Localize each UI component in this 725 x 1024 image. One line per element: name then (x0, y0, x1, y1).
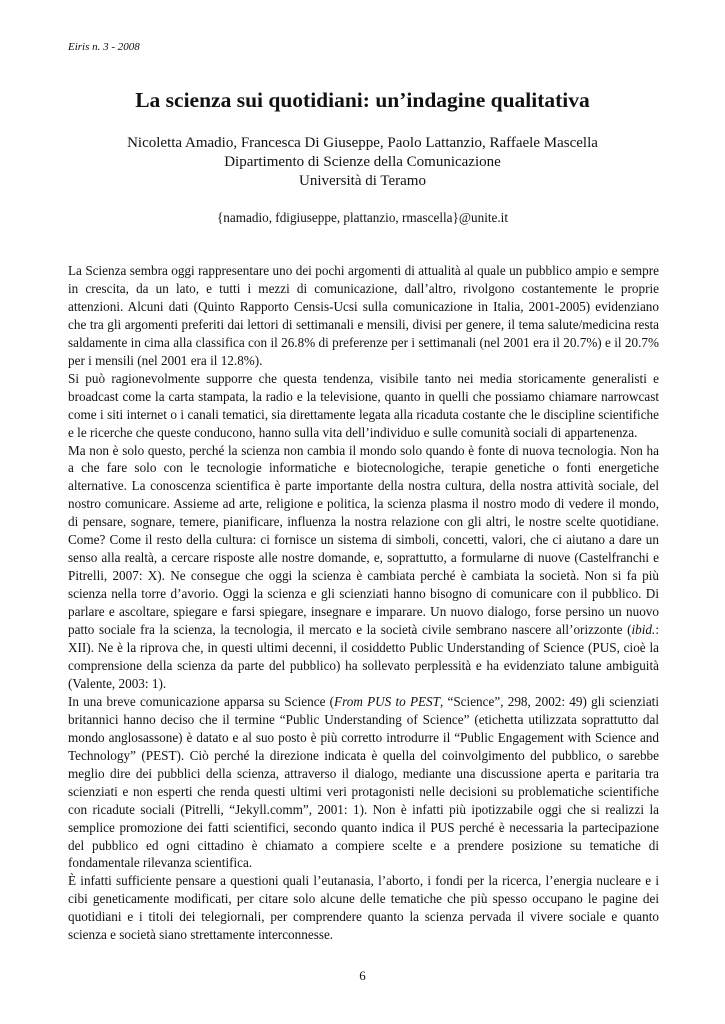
paragraph-1: La Scienza sembra oggi rappresentare uno dei pochi argomenti di attualità al quale un pubblico ampio e sempre in crescita, da un lato, e tutti i mezzi di comunicazione, dall’altro, rivolgono costantemente le proprie attenzioni. Alcuni dati (Quinto Rapporto Censis-Ucsi sulla comunicazione in Italia, 2001-2005) evidenziano che tra gli argomenti preferiti dai lettori di settimanali e mensili, divisi per genere, il tema salute/medicina resta saldamente in cima alla classifica con il 26.8% di preferenze per i settimanali (nel 2001 era il 20.7%) e il 20.7% per i mensili (nel 2001 era il 12.8%). (68, 263, 659, 368)
paragraph-4 (68, 693, 659, 873)
paper-title: La scienza sui quotidiani: un’indagine qualitativa (135, 88, 590, 112)
running-head: Eiris n. 3 - 2008 (68, 41, 140, 53)
paragraph-4-text-a: In una breve comunicazione apparsa su Science ( (68, 693, 335, 709)
paragraph-3 (68, 442, 659, 693)
article-body (68, 262, 659, 944)
paragraph-3-text-a: Ma non è solo questo, perché la scienza non cambia il mondo solo quando è fonte di nuova tecnologia. Non ha a che fare solo con le tecnologie informatiche e biotecnologiche, terapie genetiche o fonti energetiche alternative. La conoscenza scientifica è parte importante della nostra cultura, della nostra attività sociale, del nostro comunicare. Assieme ad arte, religione e politica, la scienza plasma il nostro modo di vedere il mondo, di pensare, sognare, temere, pianificare, influenza la nostra relazione con gli altri, le nostre scelte quotidiane. Come? Come il resto della cultura: ci fornisce un sistema di simboli, concetti, valori, che ci aiutano a dare un senso alla realtà, a cercare risposte alle nostre domande, e, soprattutto, a formularne di nuove (Castelfranchi e Pitrelli, 2007: X). Ne consegue che oggi la scienza è cambiata perché è cambiata la società. Non si fa più scienza nella torre d’avorio. Oggi la scienza e gli scienziati hanno bisogno di comunicare con il pubblico. Di parlare e ascoltare, spiegare e farsi spiegare, insegnare e imparare. Un nuovo dialogo, forse persino un nuovo patto sociale fra la scienza, la tecnologia, il mercato e la società civile sembrano nascere all’orizzonte ( (68, 442, 659, 638)
pest-article-title: From PUS to PEST (334, 693, 440, 709)
paragraph-3-text-b: : XII). Ne è la riprova che, in questi ultimi decenni, il cosiddetto Public Understanding of Science (PUS, cioè la comprensione della scienza da parte del pubblico) ha sollevato perplessità e ha evidenziato talune ambiguità (Valente, 2003: 1). (68, 622, 659, 691)
ibid-citation: ibid. (631, 622, 656, 638)
author-names: Nicoletta Amadio, Francesca Di Giuseppe, Paolo Lattanzio, Raffaele Mascella (127, 135, 598, 151)
department-name: Dipartimento di Scienze della Comunicazione (224, 154, 501, 170)
paragraph-5: È infatti sufficiente pensare a questioni quali l’eutanasia, l’aborto, i fondi per la ricerca, l’energia nucleare e i cibi geneticamente modificati, per citare solo alcune delle tematiche che più spesso occupano le pagine dei quotidiani e i titoli dei telegiornali, per comprendere quanto la scienza pervada il vivere sociale e quanto scienza e società siano strettamente interconnesse. (68, 873, 659, 943)
paragraph-4-text-b: , “Science”, 298, 2002: 49) gli scienziati britannici hanno deciso che il termine “Public Understanding of Science” (etichetta utilizzata soprattutto dal mondo anglosassone) è datato e al suo posto è più corretto introdurre il “Public Engagement with Science and Technology” (PEST). Ciò perché la direzione indicata è quella del coinvolgimento del pubblico, o sarebbe meglio dire dei pubblici della scienza, attraverso il dialogo, mediante una discussione aperta e paritaria tra scienziati e non esperti che renda questi ultimi veri protagonisti nelle decisioni su problematiche scientifiche con ricadute sociali (Pitrelli, “Jekyll.comm”, 2001: 1). Non è infatti più ipotizzabile oggi che si realizzi la semplice promozione dei fatti scientifici, secondo quanto indica il PUS perché è necessaria la partecipazione del pubblico ed ogni cittadino è chiamato a compiere scelte e a prendere posizione su tematiche di fondamentale rilevanza scientifica. (68, 693, 659, 871)
author-emails: {namadio, fdigiuseppe, plattanzio, rmascella}@unite.it (216, 210, 509, 225)
paragraph-2: Si può ragionevolmente supporre che questa tendenza, visibile tanto nei media storicamente generalisti e broadcast come la carta stampata, la radio e la televisione, quanto in quelli che possiamo chiamare narrowcast come i siti internet o i canali tematici, sia direttamente legata alla ricaduta costante che le discipline scientifiche e le ricerche che queste conducono, hanno sulla vita dell’individuo e sulle comunità sociali di appartenenza. (68, 370, 659, 440)
author-block (0, 134, 725, 191)
page-number: 6 (359, 968, 366, 983)
university-name: Università di Teramo (299, 173, 426, 189)
